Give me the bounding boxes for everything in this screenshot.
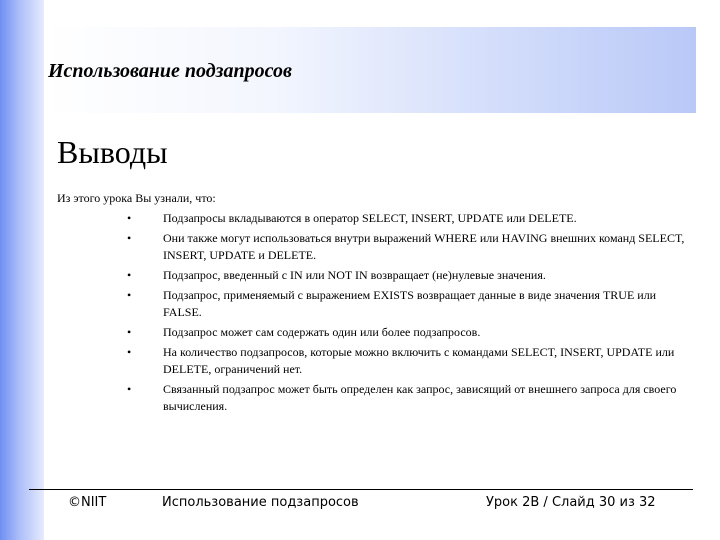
footer-page-number: Урок 2B / Слайд 30 из 32 <box>486 495 656 510</box>
footer-copyright: ©NIIT <box>68 495 107 510</box>
bullet-icon: • <box>127 268 132 282</box>
bullet-icon: • <box>127 231 132 245</box>
intro-text: Из этого урока Вы узнали, что: <box>57 191 216 205</box>
bullet-text: Подзапросы вкладываются в оператор SELECT, INSERT, UPDATE или DELETE. <box>163 211 577 225</box>
bullet-icon: • <box>127 325 132 339</box>
bullet-item <box>125 210 685 227</box>
slide-heading: Выводы <box>57 134 168 170</box>
bullet-text: На количество подзапросов, которые можно включить с командами SELECT, INSERT, UPDATE или DELETE, ограничений нет. <box>163 345 675 376</box>
bullet-icon: • <box>127 345 132 359</box>
bullet-item <box>125 381 685 415</box>
bullet-text: Подзапрос может сам содержать один или более подзапросов. <box>163 325 481 339</box>
bullet-icon: • <box>127 382 132 396</box>
bullet-text: Они также могут использоваться внутри выражений WHERE или HAVING внешних команд SELECT, INSERT, UPDATE и DELETE. <box>163 231 685 262</box>
header-title: Использование подзапросов <box>48 60 292 82</box>
bullet-item <box>125 267 685 284</box>
bullet-text: Подзапрос, применяемый с выражением EXISTS возвращает данные в виде значения TRUE или FALSE. <box>163 288 657 319</box>
bullet-item <box>125 230 685 264</box>
footer-divider <box>29 489 693 490</box>
bullet-item <box>125 344 685 378</box>
side-gradient-bar <box>0 0 44 540</box>
bullet-icon: • <box>127 288 132 302</box>
bullet-icon: • <box>127 211 132 225</box>
bullet-item <box>125 324 685 341</box>
bullet-list <box>125 210 685 418</box>
bullet-item <box>125 287 685 321</box>
bullet-text: Подзапрос, введенный с IN или NOT IN возвращает (не)нулевые значения. <box>163 268 546 282</box>
bullet-text: Связанный подзапрос может быть определен как запрос, зависящий от внешнего запроса для своего вычисления. <box>163 382 677 413</box>
footer-topic: Использование подзапросов <box>162 495 359 510</box>
